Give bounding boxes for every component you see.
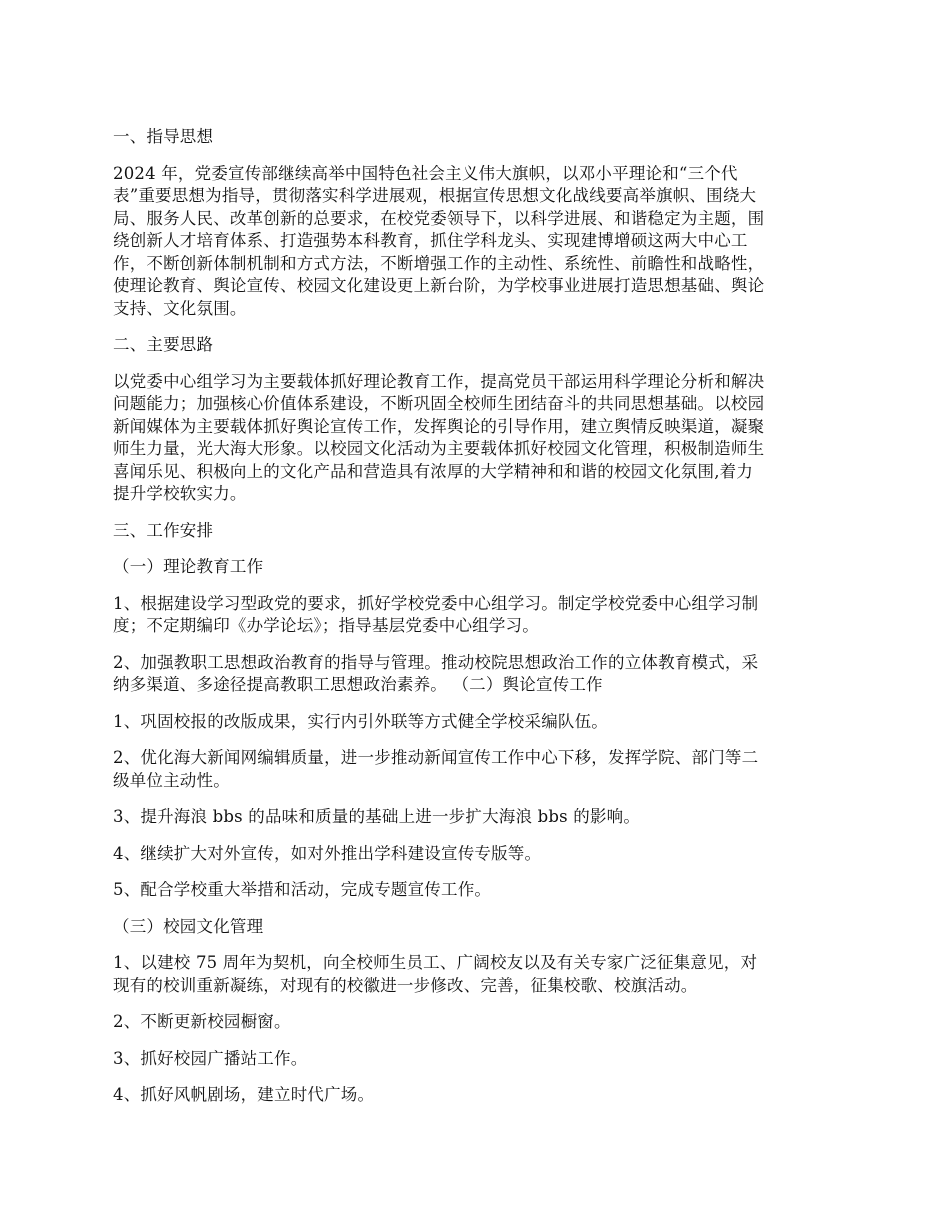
text-line: 局、服务人民、改革创新的总要求，在校党委领导下，以科学进展、和谐稳定为主题，围	[113, 208, 765, 228]
list-item: 3、抓好校园广播站工作。	[113, 1048, 308, 1068]
text-line: 度；不定期编印《办学论坛》；指导基层党委中心组学习。	[113, 616, 539, 635]
list-item: 2、不断更新校园橱窗。	[113, 1012, 291, 1031]
list-item: 3、提升海浪 bbs 的品味和质量的基础上进一步扩大海浪 bbs 的影响。	[113, 807, 641, 826]
list-item: 4、抓好风帆剧场，建立时代广场。	[113, 1085, 375, 1104]
list-item	[113, 652, 843, 697]
list-item: 5、配合学校重大举措和活动，完成专题宣传工作。	[113, 880, 492, 899]
text-line: 表”重要思想为指导，贯彻落实科学进展观，根据宣传思想文化战线要高举旗帜、围绕大	[113, 186, 757, 205]
text-line: 1、根据建设学习型政党的要求，抓好学校党委中心组学习。制定学校党委中心组学习制	[113, 593, 759, 613]
text-line: 1、以建校 75 周年为契机，向全校师生员工、广阔校友以及有关专家广泛征集意见，对	[113, 953, 758, 972]
list-item	[113, 747, 843, 792]
text-line: 提升学校软实力。	[113, 484, 247, 503]
section-heading-work-plan: 三、工作安排	[113, 520, 214, 540]
guiding-thought-paragraph	[113, 163, 843, 321]
main-approach-paragraph	[113, 371, 843, 506]
text-line: 绕创新人才培育体系、打造强势本科教育，抓住学科龙头、实现建博增硕这两大中心工	[113, 231, 748, 250]
text-line: 师生力量，光大海大形象。以校园文化活动为主要载体抓好校园文化管理，积极制造师生	[113, 439, 765, 458]
document-body	[113, 126, 843, 1107]
text-line: 新闻媒体为主要载体抓好舆论宣传工作，发挥舆论的引导作用，建立舆情反映渠道，凝聚	[113, 416, 765, 436]
list-item	[113, 593, 843, 638]
list-item	[113, 952, 843, 997]
text-line: 2024 年，党委宣传部继续高举中国特色社会主义伟大旗帜，以邓小平理论和“三个代	[113, 163, 738, 183]
text-line: 以党委中心组学习为主要载体抓好理论教育工作，提高党员干部运用科学理论分析和解决	[113, 371, 765, 391]
list-item: 1、巩固校报的改版成果，实行内引外联等方式健全学校采编队伍。	[113, 711, 608, 731]
text-line: 喜闻乐见、积极向上的文化产品和营造具有浓厚的大学精神和和谐的校园文化氛围,着力	[113, 461, 754, 481]
text-line: 支持、文化氛围。	[113, 298, 247, 318]
text-line: 现有的校训重新凝练，对现有的校徽进一步修改、完善，征集校歌、校旗活动。	[113, 975, 698, 995]
list-item: 4、继续扩大对外宣传，如对外推出学科建设宣传专版等。	[113, 843, 542, 863]
text-line: 2、加强教职工思想政治教育的指导与管理。推动校院思想政治工作的立体教育模式，采	[113, 652, 759, 672]
text-line: 问题能力；加强核心价值体系建设，不断巩固全校师生团结奋斗的共同思想基础。以校园	[113, 394, 765, 413]
section-heading-guiding-thought: 一、指导思想	[113, 127, 214, 146]
section-heading-main-approach: 二、主要思路	[113, 335, 214, 354]
text-line: 级单位主动性。	[113, 770, 230, 790]
text-line: 2、优化海大新闻网编辑质量，进一步推动新闻宣传工作中心下移，发挥学院、部门等二	[113, 748, 759, 767]
subsection-heading-campus-culture: （三）校园文化管理	[113, 916, 264, 936]
text-line: 作，不断创新体制机制和方式方法，不断增强工作的主动性、系统性、前瞻性和战略性，	[113, 253, 765, 273]
text-line: 使理论教育、舆论宣传、校园文化建设更上新台阶，为学校事业进展打造思想基础、舆论	[113, 276, 765, 295]
text-line: 纳多渠道、多途径提高教职工思想政治素养。 （二）舆论宣传工作	[113, 675, 603, 694]
subsection-heading-theory-education: （一）理论教育工作	[113, 557, 264, 576]
